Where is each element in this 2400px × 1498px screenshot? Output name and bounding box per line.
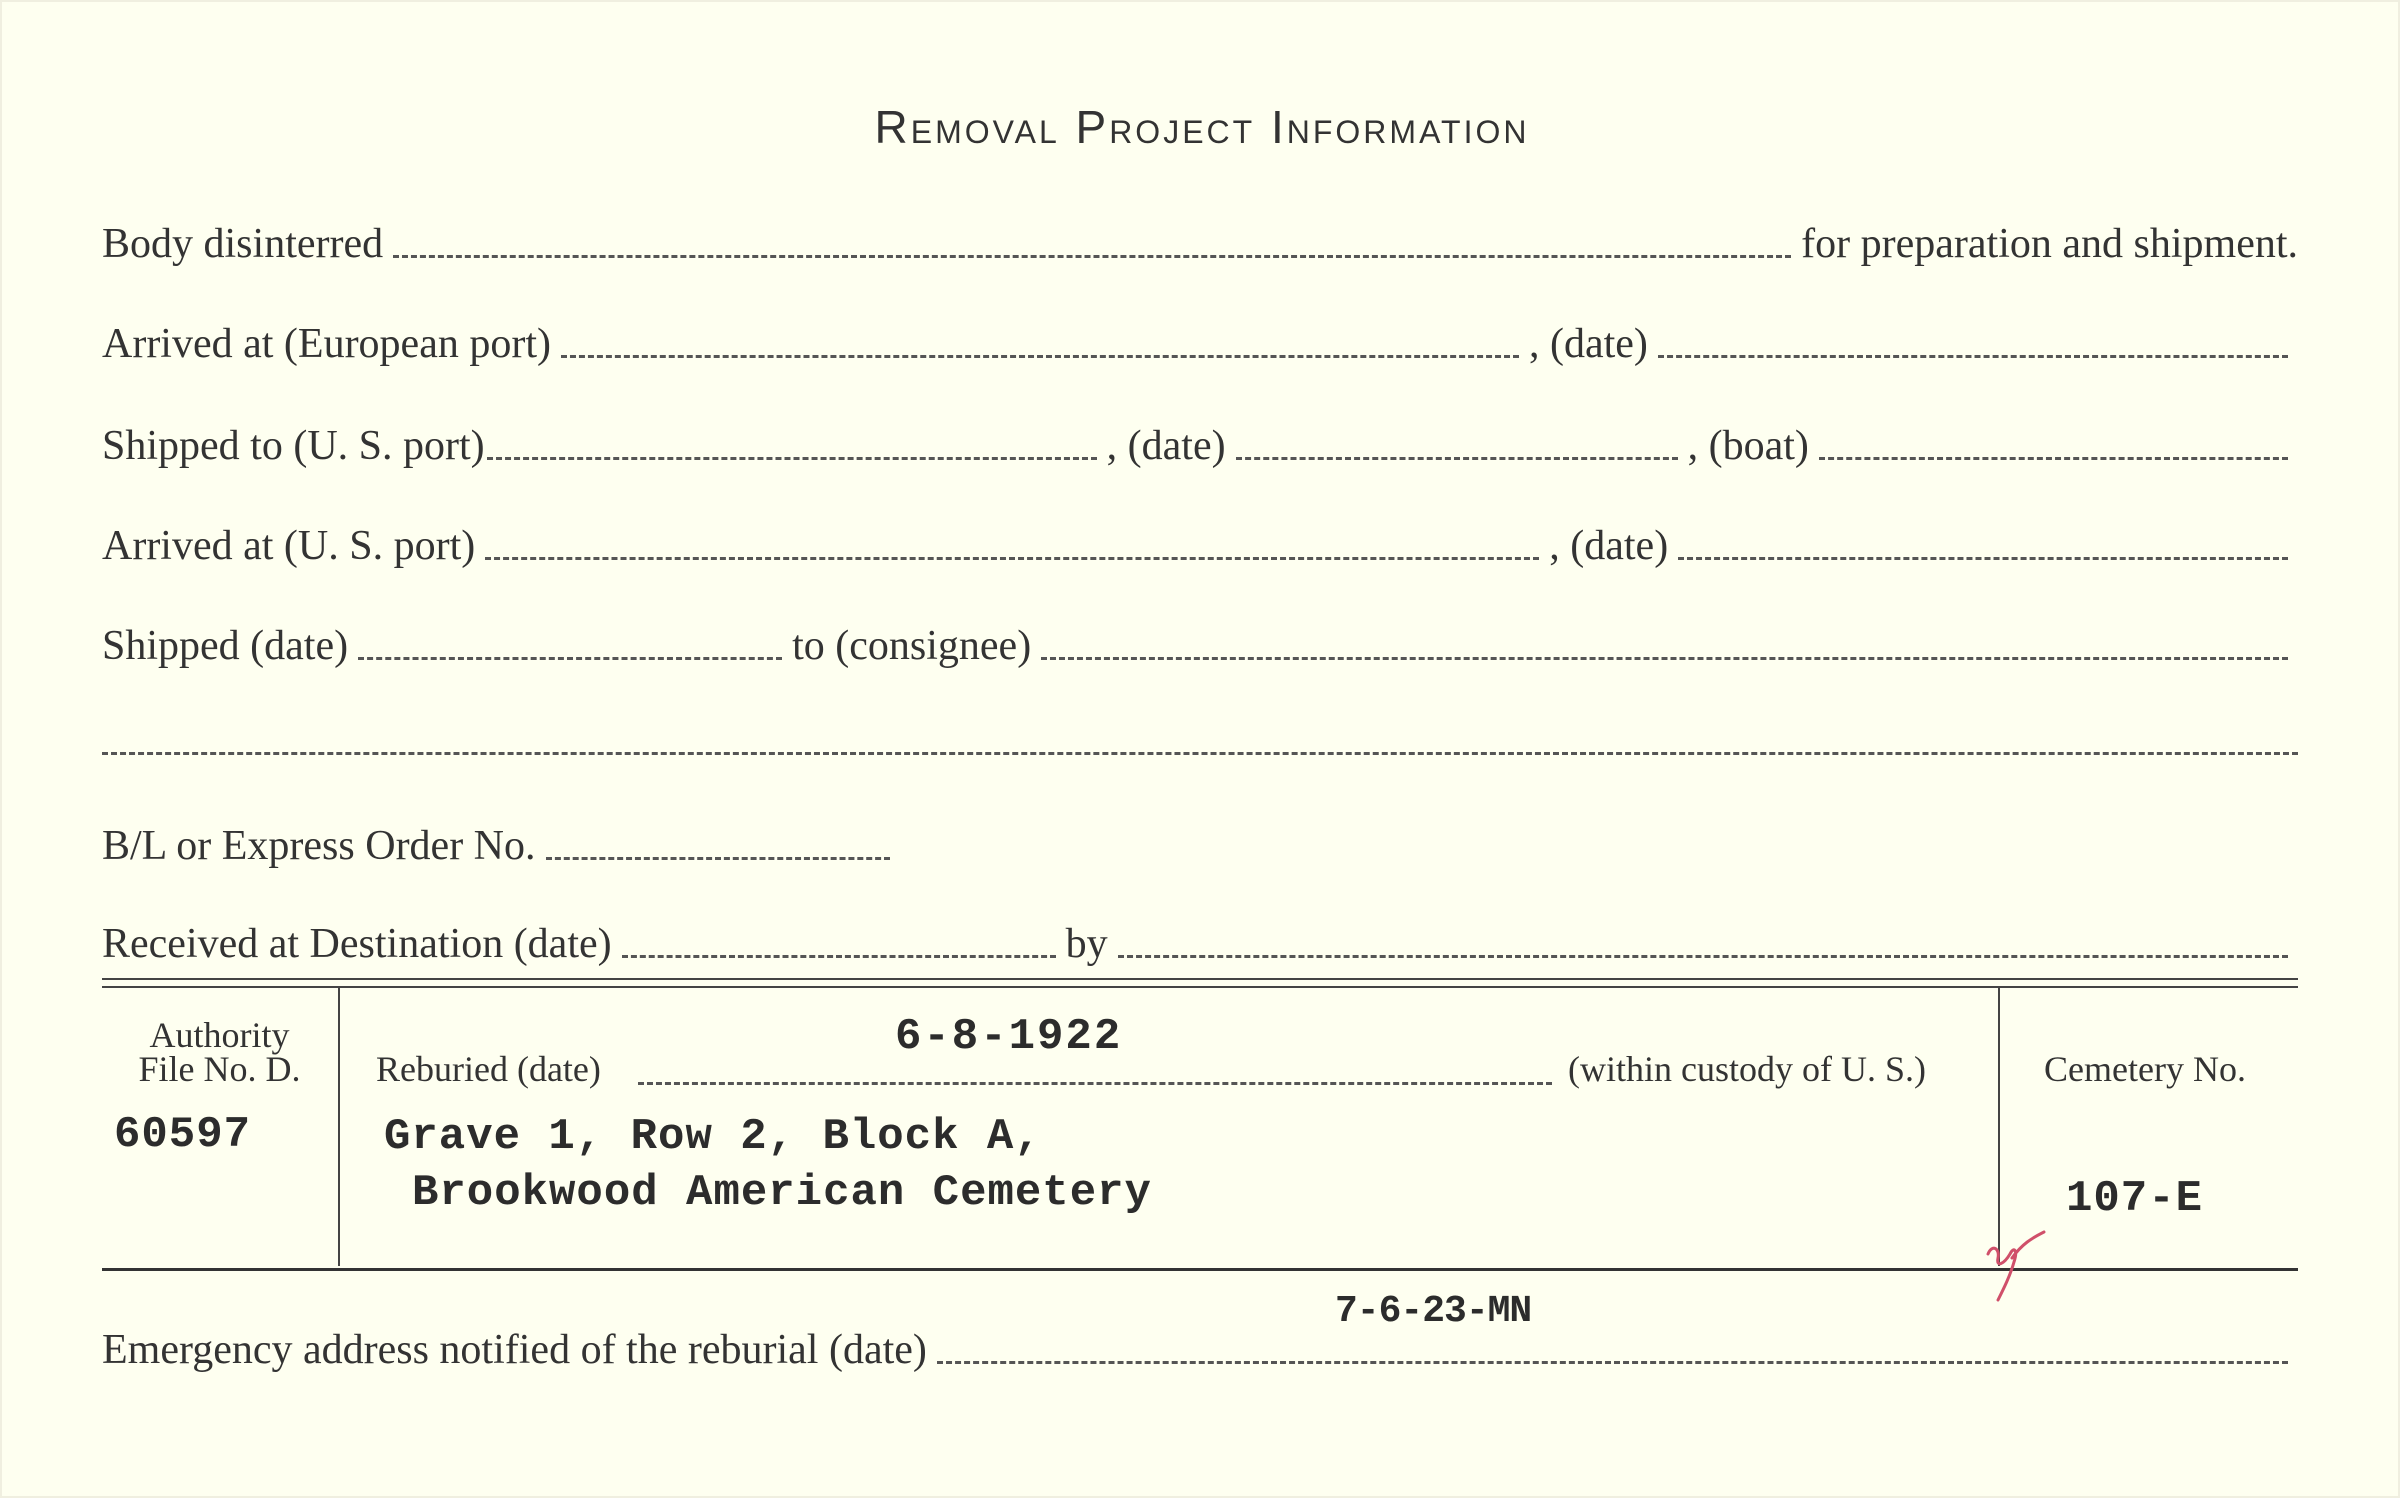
label-consignee: to (consignee) (792, 623, 1032, 669)
row-arrived-european (102, 308, 2298, 368)
label-for-preparation: for preparation and shipment. (1801, 221, 2298, 267)
label-emergency: Emergency address notified of the reburial (date) (102, 1327, 927, 1373)
label-date-arrived-us: , (date) (1549, 523, 1669, 569)
label-body-disinterred: Body disinterred (102, 221, 384, 267)
blank-boat (1819, 457, 2288, 460)
handwritten-initials-mark (1982, 1224, 2052, 1304)
reburied-date-value: 6-8-1922 (895, 1012, 1123, 1062)
blank-shipped-date (358, 657, 782, 660)
label-shipped-date: Shipped (date) (102, 623, 349, 669)
row-shipped-date (102, 610, 2298, 670)
blank-received-date (622, 955, 1056, 958)
label-cemetery-no: Cemetery No. (2044, 1049, 2246, 1089)
cemetery-number-value: 107-E (2066, 1174, 2204, 1224)
row-body-disinterred (102, 208, 2298, 268)
authority-file-number: 60597 (114, 1110, 252, 1160)
blank-reburied-date (638, 1082, 1552, 1085)
blank-bl-order (546, 857, 890, 860)
section-divider (102, 978, 2298, 988)
blank-emergency-date (937, 1361, 2288, 1364)
label-within-custody: (within custody of U. S.) (1568, 1049, 1926, 1089)
section-divider-bottom (102, 1268, 2298, 1271)
label-boat: , (boat) (1687, 423, 1809, 469)
blank-date-shipped (1236, 457, 1678, 460)
label-bl-order: B/L or Express Order No. (102, 823, 536, 869)
blank-body-disinterred (393, 255, 1791, 258)
blank-european-port (561, 355, 1519, 358)
label-reburied-date: Reburied (date) (376, 1049, 601, 1089)
blank-date-arrived-us (1678, 557, 2288, 560)
row-received-destination (102, 908, 2298, 968)
label-received-destination: Received at Destination (date) (102, 921, 612, 967)
grave-location-line2: Brookwood American Cemetery (412, 1168, 1152, 1218)
label-date-shipped: , (date) (1106, 423, 1226, 469)
blank-arrived-us-port (485, 557, 1539, 560)
row-arrived-us (102, 510, 2298, 570)
row-emergency (102, 1314, 2298, 1374)
blank-us-port (487, 457, 1097, 460)
authority-label (102, 1015, 337, 1089)
blank-consignee (1041, 657, 2288, 660)
label-by: by (1065, 921, 1108, 967)
authority-label-line1: Authority (149, 1015, 290, 1055)
row-bl-order (102, 810, 2298, 870)
grave-location-line1: Grave 1, Row 2, Block A, (384, 1112, 1042, 1162)
label-date-european: , (date) (1528, 321, 1648, 367)
blank-received-by (1118, 955, 2288, 958)
row-shipped-us (102, 410, 2298, 470)
authority-label-line2: File No. D. (138, 1049, 301, 1089)
label-arrived-us: Arrived at (U. S. port) (102, 523, 476, 569)
blank-consignee-continued (102, 752, 2298, 755)
emergency-date-value: 7-6-23-MN (1335, 1290, 1532, 1333)
label-arrived-european: Arrived at (European port) (102, 321, 551, 367)
column-divider-left (338, 988, 340, 1266)
label-shipped-us: Shipped to (U. S. port) (102, 423, 485, 469)
card-title: Removal Project Information (874, 101, 1530, 153)
blank-date-european (1658, 355, 2288, 358)
